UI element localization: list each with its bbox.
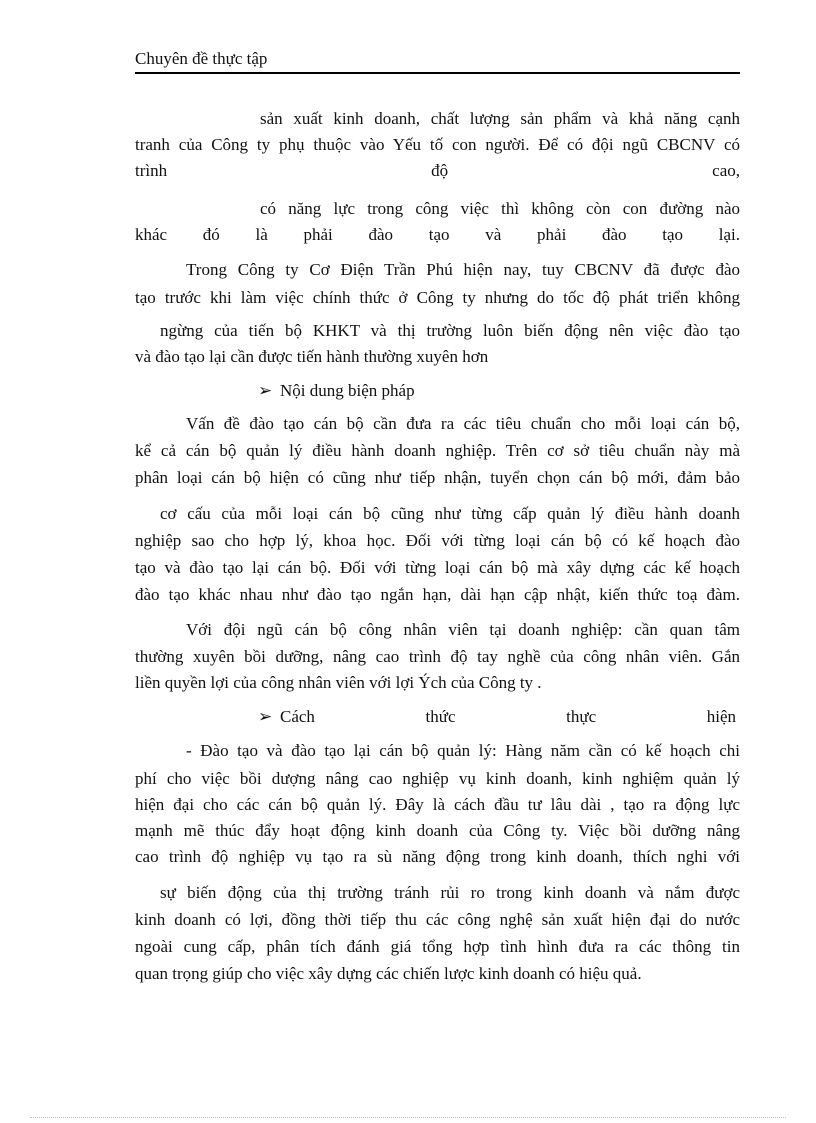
body-line: tranh của Công ty phụ thuộc vào Yếu tố con người. Để có đội ngũ CBCNV có	[135, 135, 740, 154]
body-line: và đào tạo lại cần được tiến hành thường xuyên hơn	[135, 347, 489, 366]
body-line: đào tạo khác nhau như đào tạo ngắn hạn, dài hạn cập nhật, kiến thức toạ đàm.	[135, 585, 740, 604]
body-line: tạo và đào tạo lại cán bộ. Đối với từng loại cán bộ mà xây dựng các kế hoạch	[135, 558, 740, 577]
body-line: mạnh mẽ thúc đẩy hoạt động kinh doanh của Công ty. Việc bồi dưỡng nâng	[135, 821, 740, 840]
body-line: phí cho việc bồi dượng nâng cao nghiệp vụ kinh doanh, kinh nghiệm quản lý	[135, 769, 740, 788]
body-line: quan trọng giúp cho việc xây dựng các chiến lược kinh doanh có hiệu quả.	[135, 964, 642, 983]
body-line: sự biến động của thị trường tránh rủi ro trong kinh doanh và nắm được	[160, 883, 740, 902]
body-line: nghiệp sao cho hợp lý, khoa học. Đối với từng loại cán bộ có kế hoạch đào	[135, 531, 740, 550]
arrow-bullet-icon: ➢	[258, 381, 273, 400]
body-line: có năng lực trong công việc thì không còn con đường nào	[260, 199, 740, 218]
body-line: phân loại cán bộ hiện có cũng như tiếp nhận, tuyển chọn cán bộ mới, đảm bảo	[135, 468, 740, 487]
body-line: ngừng của tiến bộ KHKT và thị trường luôn biến động nên việc đào tạo	[160, 321, 740, 340]
body-line: Trong Công ty Cơ Điện Trần Phú hiện nay, tuy CBCNV đã được đào	[186, 260, 740, 279]
body-line: ngoài cung cấp, phân tích đánh giá tổng hợp tình hình đưa ra các thông tin	[135, 937, 740, 956]
section-heading-label: Nội dung biện pháp	[280, 381, 415, 400]
section-heading-noi-dung	[258, 380, 415, 402]
page-header: Chuyên đề thực tập	[135, 48, 740, 74]
body-line: Với đội ngũ cán bộ công nhân viên tại doanh nghiệp: cần quan tâm	[186, 620, 740, 639]
body-line: kinh doanh có lợi, đồng thời tiếp thu các công nghệ sản xuất hiện đại do nước	[135, 910, 740, 929]
body-line: liền quyền lợi của công nhân viên với lợi Ých của Công ty .	[135, 673, 542, 692]
body-line: thường xuyên bồi dưỡng, nâng cao trình độ tay nghề của công nhân viên. Gắn	[135, 647, 740, 666]
section-heading-label: Cách thức thực hiện	[280, 707, 736, 726]
body-line: tạo trước khi làm việc chính thức ở Công ty nhưng do tốc độ phát triển không	[135, 288, 740, 307]
body-line: cao trình độ nghiệp vụ tạo ra sù năng động trong kinh doanh, thích nghi với	[135, 847, 740, 866]
arrow-bullet-icon: ➢	[258, 707, 273, 726]
body-line: sản xuất kinh doanh, chất lượng sản phẩm và khả năng cạnh	[260, 109, 740, 128]
body-line: - Đào tạo và đào tạo lại cán bộ quản lý: Hàng năm cần có kế hoạch chi	[186, 741, 740, 760]
body-line: Vấn đề đào tạo cán bộ cần đưa ra các tiêu chuẩn cho mỗi loại cán bộ,	[186, 414, 740, 433]
body-line: hiện đại cho các cán bộ quản lý. Đây là cách đầu tư lâu dài , tạo ra động lực	[135, 795, 740, 814]
body-line: trình độ cao,	[135, 161, 740, 180]
page-bottom-rule	[30, 1117, 786, 1118]
body-line: khác đó là phải đào tạo và phải đào tạo lại.	[135, 225, 740, 244]
section-heading-cach-thuc	[258, 706, 740, 728]
body-line: cơ cấu của mỗi loại cán bộ cũng như từng cấp quản lý điều hành doanh	[160, 504, 740, 523]
body-line: kể cả cán bộ quản lý điều hành doanh nghiệp. Trên cơ sở tiêu chuẩn này mà	[135, 441, 740, 460]
